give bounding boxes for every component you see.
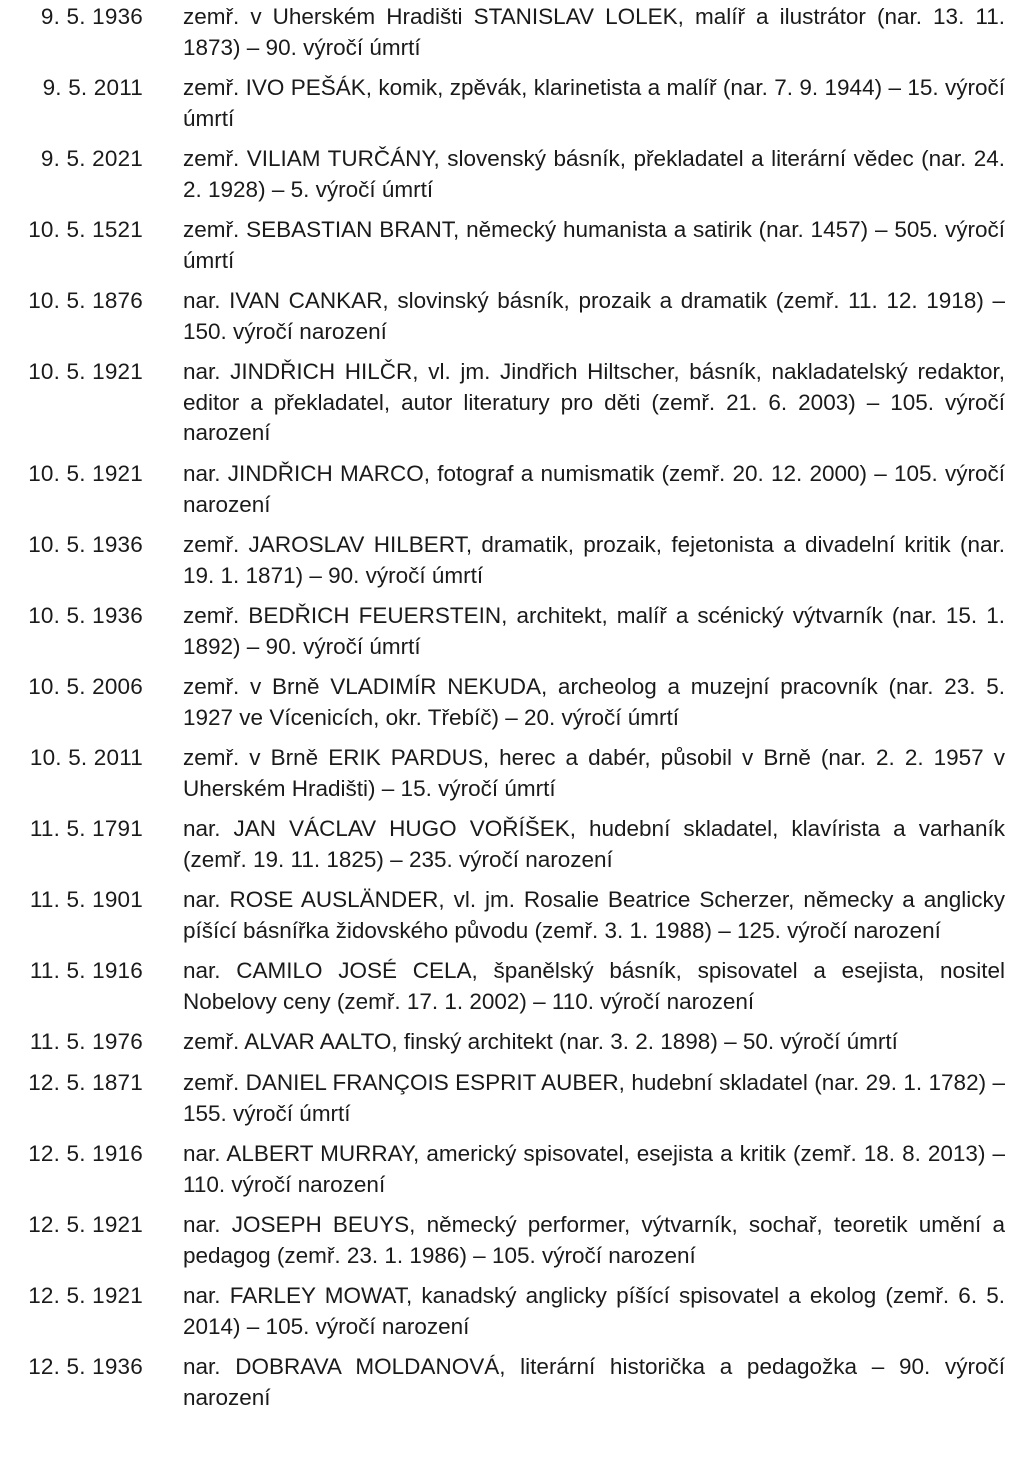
entry-text: zemř. v Brně ERIK PARDUS, herec a dabér, působil v Brně (nar. 2. 2. 1957 v Uherském Hradišti) – 15. výročí úmrtí bbox=[183, 745, 1005, 801]
entry-text: zemř. SEBASTIAN BRANT, německý humanista a satirik (nar. 1457) – 505. výročí úmrtí bbox=[183, 217, 1005, 273]
entry-text: zemř. JAROSLAV HILBERT, dramatik, prozaik, fejetonista a divadelní kritik (nar. 19. 1. 1871) – 90. výročí úmrtí bbox=[183, 532, 1005, 588]
list-item bbox=[0, 743, 1020, 804]
entry-date: 10. 5. 1921 bbox=[28, 359, 143, 384]
entry-date: 10. 5. 1936 bbox=[28, 603, 143, 628]
entry-text: nar. CAMILO JOSÉ CELA, španělský básník, spisovatel a esejista, nositel Nobelovy ceny (zemř. 17. 1. 2002) – 110. výročí narození bbox=[183, 958, 1005, 1014]
entry-text: nar. FARLEY MOWAT, kanadský anglicky píšící spisovatel a ekolog (zemř. 6. 5. 2014) – 105. výročí narození bbox=[183, 1283, 1005, 1339]
entry-text: nar. JINDŘICH MARCO, fotograf a numismatik (zemř. 20. 12. 2000) – 105. výročí narození bbox=[183, 461, 1005, 517]
entry-text: zemř. BEDŘICH FEUERSTEIN, architekt, malíř a scénický výtvarník (nar. 15. 1. 1892) – 90. výročí úmrtí bbox=[183, 603, 1005, 659]
entry-date: 10. 5. 1521 bbox=[28, 217, 143, 242]
entry-date: 12. 5. 1921 bbox=[28, 1283, 143, 1308]
entry-date: 10. 5. 2011 bbox=[29, 745, 143, 770]
list-item bbox=[0, 956, 1020, 1017]
entry-date: 9. 5. 1936 bbox=[40, 4, 143, 29]
entry-text: zemř. DANIEL FRANÇOIS ESPRIT AUBER, hudební skladatel (nar. 29. 1. 1782) – 155. výročí úmrtí bbox=[183, 1070, 1005, 1126]
list-item bbox=[0, 2, 1020, 63]
list-item bbox=[0, 1068, 1020, 1129]
list-item bbox=[0, 357, 1020, 449]
entry-text: nar. JAN VÁCLAV HUGO VOŘÍŠEK, hudební skladatel, klavírista a varhaník (zemř. 19. 11. 1825) – 235. výročí narození bbox=[183, 816, 1005, 872]
list-item bbox=[0, 73, 1020, 134]
entry-text: nar. JINDŘICH HILČR, vl. jm. Jindřich Hiltscher, básník, nakladatelský redaktor, editor a překladatel, autor literatury pro děti (zemř. 21. 6. 2003) – 105. výročí narození bbox=[183, 359, 1005, 445]
entry-date: 12. 5. 1936 bbox=[28, 1354, 143, 1379]
entry-date: 10. 5. 1876 bbox=[28, 288, 143, 313]
entry-date: 10. 5. 2006 bbox=[28, 674, 143, 699]
list-item bbox=[0, 215, 1020, 276]
list-item bbox=[0, 1210, 1020, 1271]
list-item bbox=[0, 601, 1020, 662]
anniversary-list bbox=[0, 2, 1020, 1423]
entry-date: 10. 5. 1921 bbox=[28, 461, 143, 486]
entry-date: 11. 5. 1916 bbox=[29, 958, 143, 983]
entry-date: 9. 5. 2011 bbox=[42, 75, 143, 100]
list-item bbox=[0, 672, 1020, 733]
entry-date: 12. 5. 1916 bbox=[28, 1141, 143, 1166]
entry-text: nar. JOSEPH BEUYS, německý performer, výtvarník, sochař, teoretik umění a pedagog (zemř. 23. 1. 1986) – 105. výročí narození bbox=[183, 1212, 1005, 1268]
entry-date: 11. 5. 1791 bbox=[29, 816, 143, 841]
list-item bbox=[0, 1352, 1020, 1413]
list-item bbox=[0, 814, 1020, 875]
list-item bbox=[0, 144, 1020, 205]
entry-text: zemř. v Uherském Hradišti STANISLAV LOLEK, malíř a ilustrátor (nar. 13. 11. 1873) – 90. výročí úmrtí bbox=[183, 4, 1005, 60]
list-item bbox=[0, 1027, 1020, 1058]
entry-text: zemř. ALVAR AALTO, finský architekt (nar. 3. 2. 1898) – 50. výročí úmrtí bbox=[183, 1029, 898, 1054]
entry-date: 10. 5. 1936 bbox=[28, 532, 143, 557]
entry-date: 12. 5. 1921 bbox=[28, 1212, 143, 1237]
entry-text: zemř. v Brně VLADIMÍR NEKUDA, archeolog a muzejní pracovník (nar. 23. 5. 1927 ve Vícenicích, okr. Třebíč) – 20. výročí úmrtí bbox=[183, 674, 1005, 730]
entry-date: 12. 5. 1871 bbox=[28, 1070, 143, 1095]
list-item bbox=[0, 530, 1020, 591]
entry-text: zemř. VILIAM TURČÁNY, slovenský básník, překladatel a literární vědec (nar. 24. 2. 1928) – 5. výročí úmrtí bbox=[183, 146, 1005, 202]
entry-text: nar. DOBRAVA MOLDANOVÁ, literární historička a pedagožka – 90. výročí narození bbox=[183, 1354, 1005, 1410]
entry-date: 9. 5. 2021 bbox=[40, 146, 143, 171]
entry-date: 11. 5. 1976 bbox=[29, 1029, 143, 1054]
list-item bbox=[0, 1281, 1020, 1342]
entry-text: nar. IVAN CANKAR, slovinský básník, prozaik a dramatik (zemř. 11. 12. 1918) – 150. výročí narození bbox=[183, 288, 1005, 344]
entry-date: 11. 5. 1901 bbox=[29, 887, 143, 912]
entry-text: nar. ROSE AUSLÄNDER, vl. jm. Rosalie Beatrice Scherzer, německy a anglicky píšící básnířka židovského původu (zemř. 3. 1. 1988) – 125. výročí narození bbox=[183, 887, 1005, 943]
list-item bbox=[0, 286, 1020, 347]
list-item bbox=[0, 1139, 1020, 1200]
list-item bbox=[0, 459, 1020, 520]
list-item bbox=[0, 885, 1020, 946]
entry-text: nar. ALBERT MURRAY, americký spisovatel, esejista a kritik (zemř. 18. 8. 2013) – 110. výročí narození bbox=[183, 1141, 1005, 1197]
entry-text: zemř. IVO PEŠÁK, komik, zpěvák, klarinetista a malíř (nar. 7. 9. 1944) – 15. výročí úmrtí bbox=[183, 75, 1005, 131]
